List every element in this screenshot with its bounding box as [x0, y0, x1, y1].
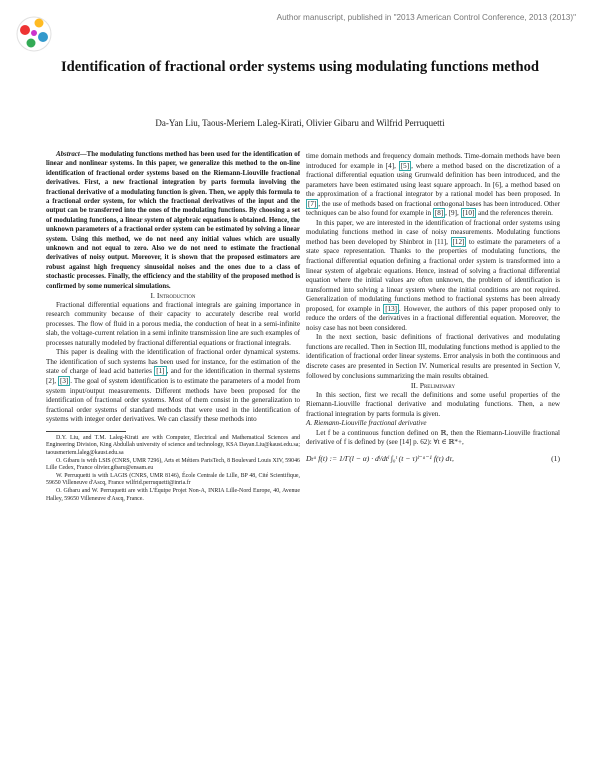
citation-link[interactable]: [1] — [156, 367, 165, 376]
body-text: In this paper, we are interested in the identification of fractional order systems using modulating functions method in case of noisy measurements. Modulating functions method has been developed by Shinbrot in [11], — [306, 218, 560, 246]
section-heading-preliminary: II. Preliminary — [410, 381, 456, 391]
hal-logo — [14, 14, 54, 54]
body-text: and the references therein. — [476, 209, 553, 218]
paper-title: Identification of fractional order systems using modulating functions method — [60, 59, 540, 75]
equation-number: (1) — [551, 453, 560, 463]
body-text: , the use of methods based on fractional orthogonal bases has been introduced. Other techniques can be also found for example in — [306, 199, 560, 218]
footnote: O. Gibaru is with LSIS (CNRS, UMR 7296), Arts et Métiers ParisTech, 8 Boulevard Louis XIV, 59046 Lille Cedex, France olivier.gibaru@ensam.eu — [46, 457, 300, 472]
intro-paragraph-1: Fractional differential equations and fractional integrals are gaining importance in research community because of their capacity to accurately describe real world processes. The flow of fluid in a porous media, the conduction of heat in a semi-infinite slab, the voltage-current relation in a semi infinite transmission line are such examples of processes naturally modeled by fractional differential equations or fractional integrals. — [46, 300, 300, 347]
section-heading-introduction: I. Introduction — [150, 291, 196, 301]
citation-link[interactable]: [7] — [308, 199, 317, 208]
abstract — [46, 150, 300, 291]
citation-link[interactable]: [10] — [462, 209, 475, 218]
subsection-heading: A. Riemann-Liouville fractional derivative — [306, 419, 427, 428]
intro-continuation — [306, 152, 560, 219]
preliminary-paragraph: In this section, first we recall the definitions and some useful properties of the Riemann-Liouville fractional derivative and modulating functions. Then, a new fractional integration by parts formula is given. — [306, 390, 560, 418]
intro-text: , and for the identification in thermal systems [2], — [46, 367, 300, 386]
right-column — [306, 152, 560, 464]
body-text: , [9], — [445, 209, 461, 218]
manuscript-note: Author manuscript, published in "2013 American Control Conference, 2013 (2013)" — [276, 13, 576, 22]
intro-paragraph-2 — [46, 348, 300, 424]
citation-link[interactable]: [12] — [452, 237, 465, 246]
intro-text: . The goal of system identification is to estimate the parameters of a model from system input/output measurements. Different methods have been proposed for the identification of fractional order systems. Most of them consist in the generalization to fractional order systems of standard methods that were used in the identification of systems with integer order derivatives. We can classify these methods into — [46, 377, 300, 424]
body-text: , where a method based on the discretization of a fractional differential equation using Grunwald definition has been introduced, and the parameters have been estimated using least square approach. In [6], a method based on the approximation of a fractional integrator by a rational model has been proposed. In — [306, 161, 560, 199]
citation-link[interactable]: [3] — [59, 377, 69, 386]
intro-text: This paper is dealing with the identification of fractional order dynamical systems. The identification of such systems has been used for instance, for the estimation of the state of charge of lead acid batteries — [46, 348, 300, 376]
body-text: to estimate the parameters of a state space representation. Thanks to the properties of modulating functions, the fractional differential equation defining a fractional order system is transformed into a linear system of algebraic equations. Hence, instead of solving a fractional differential equation where the initial values are often unknown, the problem of identification is transformed into solving a linear system where the initial conditions are not required. Generalization of modulating functions method to fractional systems has been already proposed, for example in — [306, 237, 561, 313]
intro-paragraph-3 — [306, 219, 560, 334]
citation-link[interactable]: [8] — [434, 209, 444, 218]
abstract-label: Abstract — [56, 151, 80, 158]
footnote-divider — [46, 431, 126, 432]
definition-paragraph: Let f be a continuous function defined on ℝ, then the Riemann-Liouville fractional derivative of f is defined by (see [14] p. 62): ∀t ∈ ℝ*+, — [306, 428, 560, 447]
author-list: Da-Yan Liu, Taous-Meriem Laleg-Kirati, Olivier Gibaru and Wilfrid Perruquetti — [155, 118, 445, 128]
intro-paragraph-4: In the next section, basic definitions of fractional derivatives and modulating functions are recalled. Then in Section III, modulating functions method is applied to the identification of fractional order linear systems. Error analysis in both the continuous and discrete cases are presented in Section IV. Numerical results are presented in Section V, followed by conclusions summarizing the main results obtained. — [306, 333, 560, 380]
equation-1 — [306, 454, 560, 464]
footnote: O. Gibaru and W. Perruquetti are with L'Équipe Projet Non-A, INRIA Lille-Nord Europe, 40, Avenue Halley, 59650 Villeneuve d'Ascq, France. — [46, 487, 300, 502]
body-text: . However, the authors of this paper proposed only to reduce the orders of the derivatives in a fractional differential equation. Moreover, the noisy case has not been considered. — [306, 304, 560, 332]
equation-body: Dₜᵅ f(t) := 1/Γ(l − α) · dˡ/dtˡ ∫₀ᵗ (t − τ)ˡ⁻ᵅ⁻¹ f(τ) dτ, — [306, 453, 454, 463]
citation-link[interactable]: [13] — [385, 304, 398, 313]
footnote: D.Y. Liu, and T.M. Laleg-Kirati are with Computer, Electrical and Mathematical Sciences and Engineering Division, King Abdullah university of science and technology, KSA Dayan.Liu@kaust.edu.sa; taousmeriem.laleg@kaust.edu.sa — [46, 434, 300, 456]
left-column — [46, 150, 300, 503]
citation-link[interactable]: [5] — [400, 161, 410, 170]
body-text: time domain methods and frequency domain methods. Time-domain methods have been introduced for example in [4], — [306, 152, 560, 170]
footnote: W. Perruquetti is with LAGIS (CNRS, UMR 8146), École Centrale de Lille, BP 48, Cité Scientifique, 59650 Villeneuve d'Ascq, France wilfrid.perruquetti@inria.fr — [46, 472, 300, 487]
abstract-text: —The modulating functions method has been used for the identification of linear and nonlinear systems. In this paper, we generalize this method to the on-line identification of fractional order systems based on the Riemann-Liouville fractional derivatives. First, a new fractional integration by parts formula involving the fractional derivative of a modulating function is given. Then, we apply this formula to a fractional order system, for which the fractional derivatives of the input and the output can be transferred into the ones of the modulating functions. By choosing a set of modulating functions, a linear system of algebraic equations is obtained. Hence, the unknown parameters of a fractional order system can be estimated by solving a linear system. Using this method, we do not need any initial values which are usually unknown and not equal to zero. Also we do not need to estimate the fractional derivatives of noisy output. Moreover, it is shown that the proposed estimators are robust against high frequency sinusoidal noises and the ones due to a class of stochastic processes. Finally, the efficiency and the stability of the proposed method is confirmed by some numerical simulations. — [46, 151, 300, 290]
